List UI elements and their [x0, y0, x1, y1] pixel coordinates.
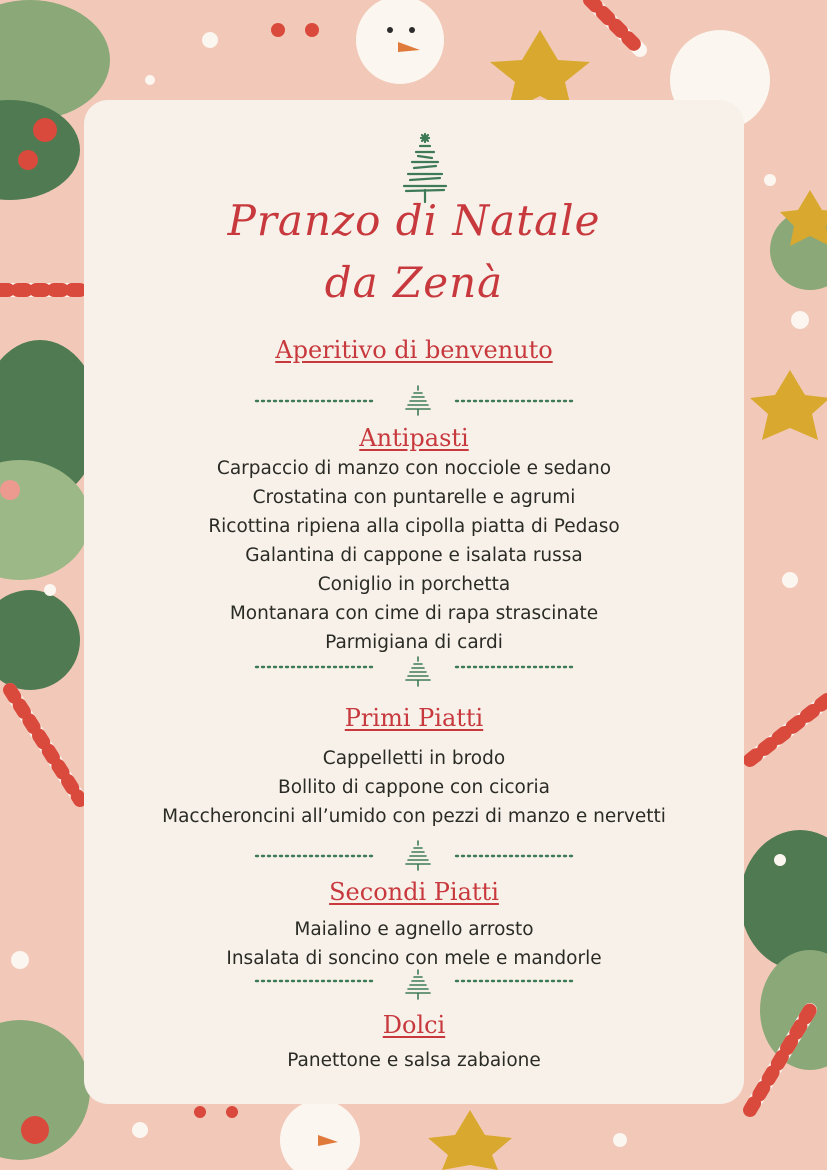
menu-item: Parmigiana di cardi — [325, 632, 503, 653]
christmas-tree-icon — [406, 841, 430, 870]
section-divider — [254, 384, 578, 418]
menu-item: Coniglio in porchetta — [317, 574, 511, 595]
section-heading-secondi: Secondi Piatti — [329, 878, 499, 906]
menu-item: Cappelletti in brodo — [322, 748, 506, 769]
menu-item: Ricottina ripiena alla cipolla piatta di Pedaso — [208, 516, 620, 537]
menu-title-line2: da Zenà — [324, 258, 504, 307]
menu-item: Panettone e salsa zabaione — [287, 1050, 541, 1071]
christmas-tree-icon — [396, 130, 454, 206]
menu-item: Galantina di cappone e isalata russa — [245, 545, 583, 566]
christmas-tree-icon — [406, 657, 430, 686]
section-heading-antipasti: Antipasti — [359, 424, 469, 452]
section-divider — [254, 655, 578, 689]
section-divider — [254, 839, 578, 873]
menu-title-line1: Pranzo di Natale — [227, 196, 601, 245]
menu-item: Bollito di cappone con cicoria — [278, 777, 550, 798]
menu-item: Maccheroncini all’umido con pezzi di manzo e nervetti — [162, 806, 666, 827]
menu-item: Insalata di soncino con mele e mandorle — [226, 948, 602, 969]
section-heading-primi: Primi Piatti — [344, 704, 484, 732]
christmas-tree-icon — [406, 386, 430, 415]
section-divider — [254, 968, 578, 1002]
menu-item: Crostatina con puntarelle e agrumi — [252, 487, 576, 508]
section-heading-dolci: Dolci — [382, 1011, 446, 1039]
christmas-tree-icon — [406, 970, 430, 999]
menu-item: Montanara con cime di rapa strascinate — [229, 603, 599, 624]
section-heading-aperitivo: Aperitivo di benvenuto — [275, 336, 553, 364]
menu-item: Carpaccio di manzo con nocciole e sedano — [216, 458, 612, 479]
menu-item: Maialino e agnello arrosto — [294, 919, 534, 940]
